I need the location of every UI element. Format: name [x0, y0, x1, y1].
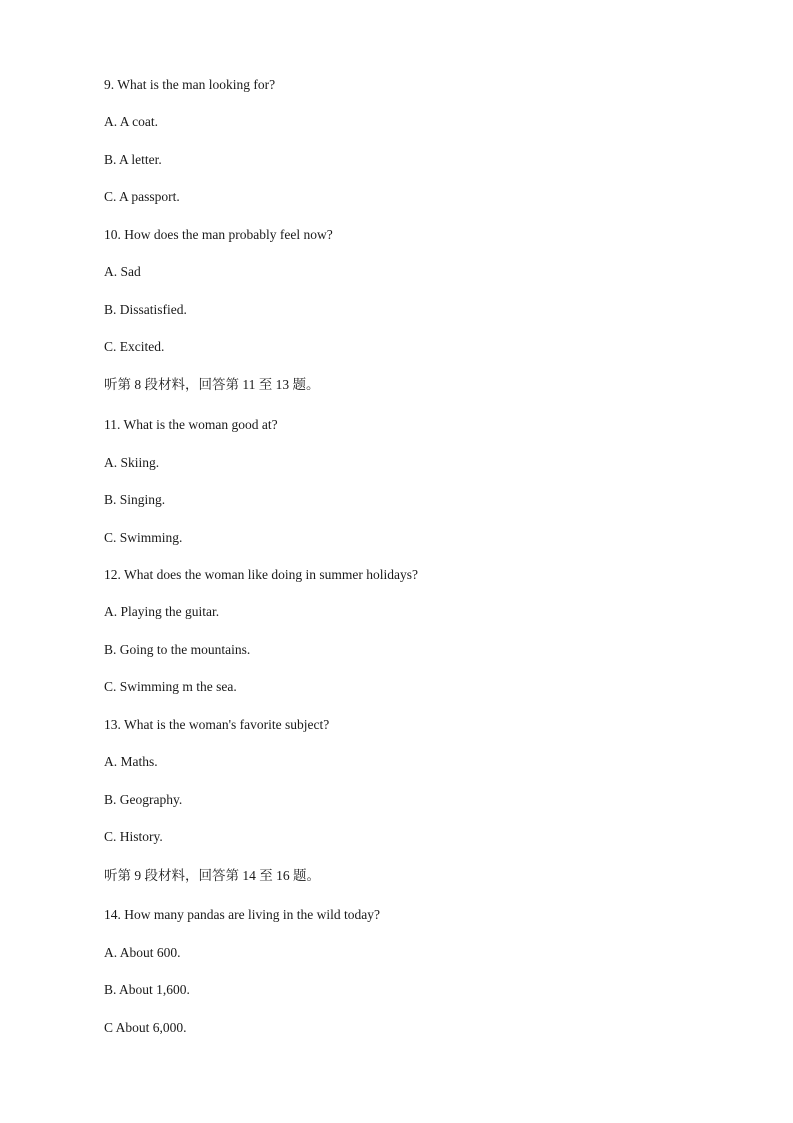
question-12: 12. What does the woman like doing in summer holidays? — [104, 567, 418, 582]
option-14-b: B. About 1,600. — [104, 982, 190, 997]
question-10: 10. How does the man probably feel now? — [104, 227, 333, 242]
option-14-c: C About 6,000. — [104, 1020, 187, 1035]
question-9: 9. What is the man looking for? — [104, 77, 276, 92]
option-13-a: A. Maths. — [104, 754, 158, 769]
question-13: 13. What is the woman's favorite subject? — [104, 717, 330, 732]
option-10-b: B. Dissatisfied. — [104, 302, 187, 317]
option-10-c: C. Excited. — [104, 339, 165, 354]
option-12-b: B. Going to the mountains. — [104, 642, 251, 657]
option-11-c: C. Swimming. — [104, 530, 183, 545]
option-9-a: A. A coat. — [104, 114, 158, 129]
option-11-a: A. Skiing. — [104, 455, 160, 470]
option-9-c: C. A passport. — [104, 189, 180, 204]
option-13-b: B. Geography. — [104, 792, 183, 807]
option-12-c: C. Swimming m the sea. — [104, 679, 237, 694]
question-14: 14. How many pandas are living in the wild today? — [104, 907, 380, 922]
section-instruction-9: 听第 9 段材料，回答第 14 至 16 题。 — [104, 868, 320, 883]
option-11-b: B. Singing. — [104, 492, 166, 507]
option-9-b: B. A letter. — [104, 152, 162, 167]
option-12-a: A. Playing the guitar. — [104, 604, 220, 619]
option-10-a: A. Sad — [104, 264, 141, 279]
option-14-a: A. About 600. — [104, 945, 181, 960]
section-instruction-8: 听第 8 段材料，回答第 11 至 13 题。 — [104, 377, 320, 392]
question-11: 11. What is the woman good at? — [104, 417, 278, 432]
option-13-c: C. History. — [104, 829, 163, 844]
